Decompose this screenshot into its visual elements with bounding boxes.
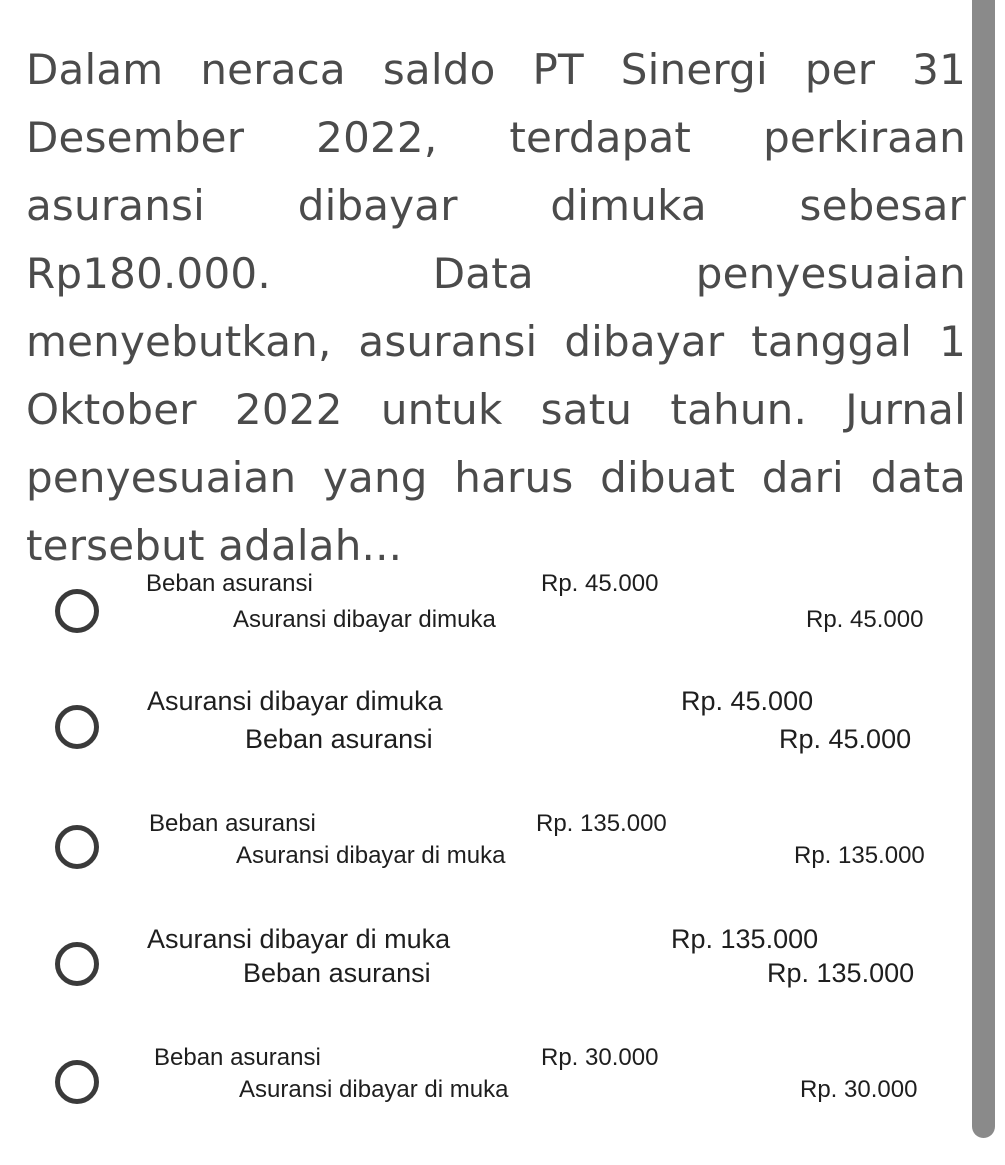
debit-amount: Rp. 30.000 [541, 1044, 659, 1071]
debit-account: Beban asuransi [154, 1044, 321, 1071]
debit-amount: Rp. 45.000 [681, 686, 814, 716]
scrollbar[interactable] [972, 0, 995, 1138]
debit-account: Asuransi dibayar di muka [147, 924, 451, 954]
radio-button-4[interactable] [55, 942, 99, 986]
credit-account: Asuransi dibayar di muka [239, 1076, 509, 1103]
radio-button-3[interactable] [55, 825, 99, 869]
radio-button-5[interactable] [55, 1060, 99, 1104]
debit-account: Beban asuransi [146, 570, 313, 597]
debit-account: Asuransi dibayar dimuka [147, 686, 443, 716]
credit-account: Beban asuransi [245, 724, 433, 754]
answer-option-2[interactable] [0, 686, 970, 766]
debit-account: Beban asuransi [149, 810, 316, 837]
debit-amount: Rp. 45.000 [541, 570, 659, 597]
radio-button-2[interactable] [55, 705, 99, 749]
radio-button-1[interactable] [55, 589, 99, 633]
question-text: Dalam neraca saldo PT Sinergi per 31 Desember 2022, terdapat perkiraan asuransi dibayar dimuka sebesar Rp180.000. Data penyesuaian menyebutkan, asuransi dibayar tanggal 1 Oktober 2022 untuk satu tahun. Jurnal penyesuaian yang harus dibuat dari data tersebut adalah... [26, 45, 966, 570]
credit-account: Asuransi dibayar dimuka [233, 606, 496, 633]
answer-option-3[interactable] [0, 810, 970, 890]
debit-amount: Rp. 135.000 [671, 924, 819, 954]
answer-option-1[interactable] [0, 570, 970, 650]
answer-option-5[interactable] [0, 1044, 970, 1124]
credit-amount: Rp. 30.000 [800, 1076, 918, 1103]
credit-account: Asuransi dibayar di muka [236, 842, 506, 869]
credit-amount: Rp. 45.000 [779, 724, 912, 754]
credit-amount: Rp. 135.000 [794, 842, 925, 869]
credit-amount: Rp. 45.000 [806, 606, 924, 633]
credit-account: Beban asuransi [243, 958, 431, 988]
debit-amount: Rp. 135.000 [536, 810, 667, 837]
answer-option-4[interactable] [0, 924, 970, 1004]
credit-amount: Rp. 135.000 [767, 958, 915, 988]
